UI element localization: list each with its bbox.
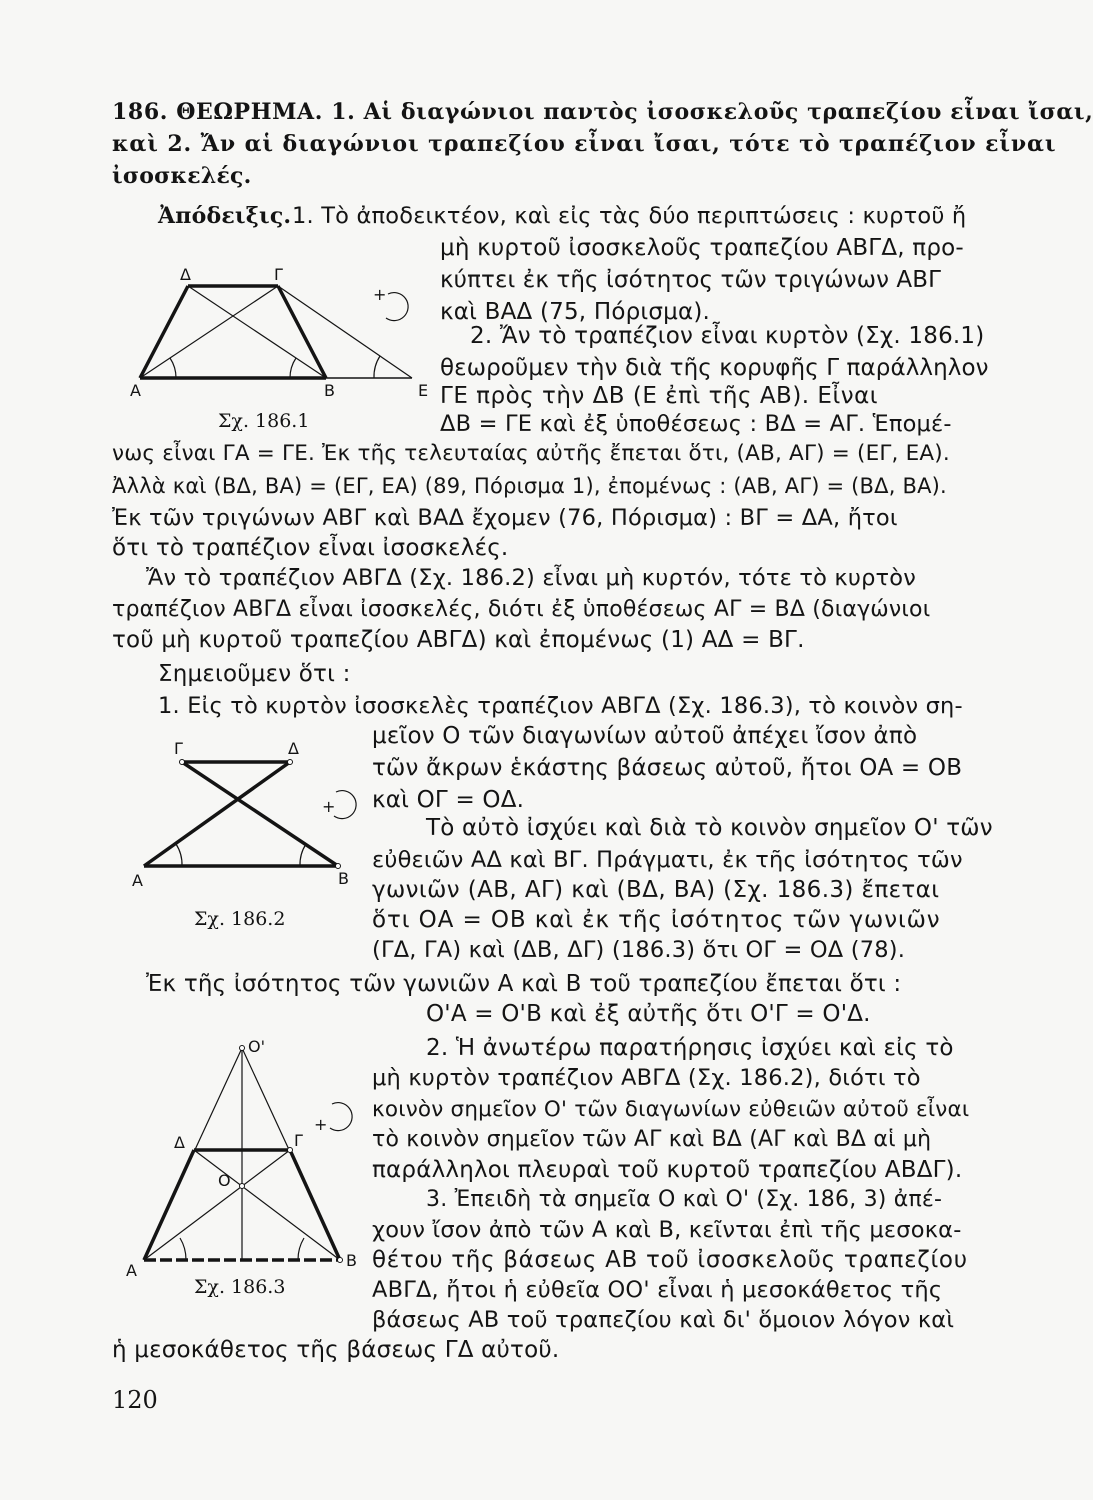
- figure-caption: Σχ. 186.3: [194, 1276, 286, 1298]
- angle-arc-B: [298, 1238, 304, 1260]
- text-line: Ο'Α = Ο'Β καὶ ἐξ αὐτῆς ὅτι Ο'Γ = Ο'Δ.: [426, 1001, 871, 1027]
- text-line: (ΓΔ, ΓΑ) καὶ (ΔΒ, ΔΓ) (186.3) ὅτι ΟΓ = ΟΔ (78).: [372, 937, 906, 963]
- text-line: κύπτει ἐκ τῆς ἰσότητος τῶν τριγώνων ΑΒΓ: [440, 267, 942, 293]
- label-E: Ε: [418, 381, 429, 400]
- text-line: τραπέζιον ΑΒΓΔ εἶναι ἰσοσκελές, διότι ἐξ ὑποθέσεως ΑΓ = ΒΔ (διαγώνιοι: [112, 597, 931, 622]
- text-line: χουν ἴσον ἀπὸ τῶν Α καὶ Β, κεῖνται ἐπὶ τῆς μεσοκα-: [372, 1217, 962, 1243]
- text-line: Ἀλλὰ καὶ (ΒΔ, ΒΑ) = (ΕΓ, ΕΑ) (89, Πόρισμα 1), ἐπομένως : (ΑΒ, ΑΓ) = (ΒΔ, ΒΑ).: [112, 474, 947, 498]
- orientation-sign: +: [314, 1115, 328, 1134]
- diagonal-AD: [144, 762, 290, 866]
- text-line: ὅτι τὸ τραπέζιον εἶναι ἰσοσκελές.: [112, 535, 509, 561]
- label-A: Α: [126, 1261, 137, 1280]
- text-line: καὶ ΒΑΔ (75, Πόρισμα).: [440, 299, 711, 325]
- text-line: Ἄν τὸ τραπέζιον ΑΒΓΔ (Σχ. 186.2) εἶναι μὴ κυρτόν, τότε τὸ κυρτὸν: [146, 565, 917, 591]
- text-line: Ἐκ τῶν τριγώνων ΑΒΓ καὶ ΒΑΔ ἔχομεν (76, Πόρισμα) : ΒΓ = ΔΑ, ἤτοι: [112, 505, 898, 531]
- angle-arc-A: [176, 844, 182, 866]
- text-line: ΔΒ = ΓΕ καὶ ἐξ ὑποθέσεως : ΒΔ = ΑΓ. Ἑπομέ-: [440, 411, 952, 437]
- label-B: Β: [346, 1251, 357, 1270]
- text-line: Ἐκ τῆς ἰσότητος τῶν γωνιῶν Α καὶ Β τοῦ τραπεζίου ἔπεται ὅτι :: [146, 971, 902, 997]
- figure-186-1: [130, 265, 440, 418]
- label-G: Γ: [174, 739, 183, 758]
- text-line: ΓΕ πρὸς τὴν ΔΒ (Ε ἐπὶ τῆς ΑΒ). Εἶναι: [440, 383, 879, 409]
- angle-arc-A: [180, 1238, 186, 1260]
- figure-caption: Σχ. 186.1: [218, 410, 310, 432]
- orientation-sign: +: [322, 797, 336, 816]
- label-D: Δ: [288, 739, 299, 758]
- theorem-line-2: καὶ 2. Ἄν αἱ διαγώνιοι τραπεζίου εἶναι ἴσαι, τότε τὸ τραπέζιον εἶναι: [112, 131, 1057, 157]
- figure-186-3: [124, 1030, 364, 1280]
- text-line: 3. Ἐπειδὴ τὰ σημεῖα Ο καὶ Ο' (Σχ. 186, 3) ἀπέ-: [426, 1187, 943, 1212]
- side-AD: [140, 286, 188, 378]
- orientation-sign: +: [373, 285, 387, 304]
- text-line: γωνιῶν (ΑΒ, ΑΓ) καὶ (ΒΔ, ΒΑ) (Σχ. 186.3) ἔπεται: [372, 877, 940, 903]
- diagonal-BG: [182, 762, 338, 866]
- theorem-line-3: ἰσοσκελές.: [112, 163, 252, 189]
- text-line: τοῦ μὴ κυρτοῦ τραπεζίου ΑΒΓΔ) καὶ ἐπομένως (1) ΑΔ = ΒΓ.: [112, 627, 805, 653]
- label-B: Β: [338, 869, 349, 888]
- label-A: Α: [132, 871, 143, 890]
- orientation-arc: [334, 791, 356, 819]
- text-line: 1. Εἰς τὸ κυρτὸν ἰσοσκελὲς τραπέζιον ΑΒΓΔ (Σχ. 186.3), τὸ κοινὸν ση-: [158, 693, 963, 719]
- angle-arc-A: [170, 358, 176, 378]
- label-B: Β: [324, 381, 335, 400]
- text-line: μεῖον Ο τῶν διαγωνίων αὐτοῦ ἀπέχει ἴσον ἀπὸ: [372, 723, 918, 749]
- diagonal-AG: [144, 1150, 290, 1260]
- text-line: μὴ κυρτοῦ ἰσοσκελοῦς τραπεζίου ΑΒΓΔ, προ-: [440, 235, 964, 261]
- side-BG: [290, 1150, 340, 1260]
- label-D: Δ: [180, 265, 191, 284]
- text-line: 2. Ἡ ἀνωτέρω παρατήρησις ἰσχύει καὶ εἰς τὸ: [426, 1035, 954, 1061]
- text-line: ὅτι ΟΑ = ΟΒ καὶ ἐκ τῆς ἰσότητος τῶν γωνιῶν: [372, 907, 941, 933]
- text-line: παράλληλοι πλευραὶ τοῦ κυρτοῦ τραπεζίου ΑΒΔΓ).: [372, 1157, 963, 1183]
- text-line: ΑΒΓΔ, ἤτοι ἡ εὐθεῖα ΟΟ' εἶναι ἡ μεσοκάθετος τῆς: [372, 1277, 943, 1303]
- text-line: 1. Τὸ ἀποδεικτέον, καὶ εἰς τὰς δύο περιπτώσεις : κυρτοῦ ἤ: [292, 203, 967, 229]
- text-line: Σημειοῦμεν ὅτι :: [158, 661, 351, 687]
- label-O-prime: Ο': [248, 1037, 265, 1056]
- label-A: Α: [130, 381, 141, 400]
- text-line: καὶ ΟΓ = ΟΔ.: [372, 787, 525, 813]
- text-line: τῶν ἄκρων ἑκάστης βάσεως αὐτοῦ, ἤτοι ΟΑ = ΟΒ: [372, 755, 963, 781]
- text-line: 2. Ἄν τὸ τραπέζιον εἶναι κυρτὸν (Σχ. 186.1): [470, 323, 985, 349]
- text-line: νως εἶναι ΓΑ = ΓΕ. Ἐκ τῆς τελευταίας αὐτῆς ἔπεται ὅτι, (ΑΒ, ΑΓ) = (ΕΓ, ΕΑ).: [112, 441, 950, 466]
- label-G: Γ: [274, 265, 283, 284]
- diagonal-BD: [194, 1150, 340, 1260]
- figure-caption: Σχ. 186.2: [194, 908, 286, 930]
- text-line: θεωροῦμεν τὴν διὰ τῆς κορυφῆς Γ παράλληλον: [440, 355, 989, 381]
- text-line: θέτου τῆς βάσεως ΑΒ τοῦ ἰσοσκελοῦς τραπεζίου: [372, 1247, 968, 1273]
- angle-arc-B: [290, 358, 296, 378]
- figure-186-2: [132, 739, 362, 890]
- side-AD: [144, 1150, 194, 1260]
- text-line: ἡ μεσοκάθετος τῆς βάσεως ΓΔ αὐτοῦ.: [112, 1337, 560, 1363]
- angle-arc-E: [374, 356, 380, 378]
- side-GB: [278, 286, 326, 378]
- text-line: τὸ κοινὸν σημεῖον τῶν ΑΓ καὶ ΒΔ (ΑΓ καὶ ΒΔ αἱ μὴ: [372, 1127, 932, 1152]
- angle-arc-B: [300, 844, 306, 866]
- label-G: Γ: [294, 1131, 303, 1150]
- parallel-GE: [278, 286, 412, 378]
- text-line: Τὸ αὐτὸ ἰσχύει καὶ διὰ τὸ κοινὸν σημεῖον Ο' τῶν: [426, 815, 993, 841]
- orientation-arc: [330, 1103, 352, 1131]
- label-O: Ο: [218, 1171, 231, 1190]
- text-line: βάσεως ΑΒ τοῦ τραπεζίου καὶ δι' ὅμοιον λόγον καὶ: [372, 1307, 955, 1333]
- text-line: εὐθειῶν ΑΔ καὶ ΒΓ. Πράγματι, ἐκ τῆς ἰσότητος τῶν: [372, 847, 963, 873]
- theorem-heading: 186. ΘΕΩΡΗΜΑ. 1. Αἱ διαγώνιοι παντὸς ἰσοσκελοῦς τραπεζίου εἶναι ἴσαι,: [112, 99, 1093, 125]
- proof-label: Ἀπόδειξις.: [158, 203, 292, 229]
- text-line: μὴ κυρτὸν τραπέζιον ΑΒΓΔ (Σχ. 186.2), διότι τὸ: [372, 1065, 921, 1091]
- orientation-arc: [386, 293, 408, 321]
- label-D: Δ: [174, 1133, 185, 1152]
- text-line: κοινὸν σημεῖον Ο' τῶν διαγωνίων εὐθειῶν αὐτοῦ εἶναι: [372, 1097, 970, 1122]
- page-number: 120: [112, 1386, 158, 1414]
